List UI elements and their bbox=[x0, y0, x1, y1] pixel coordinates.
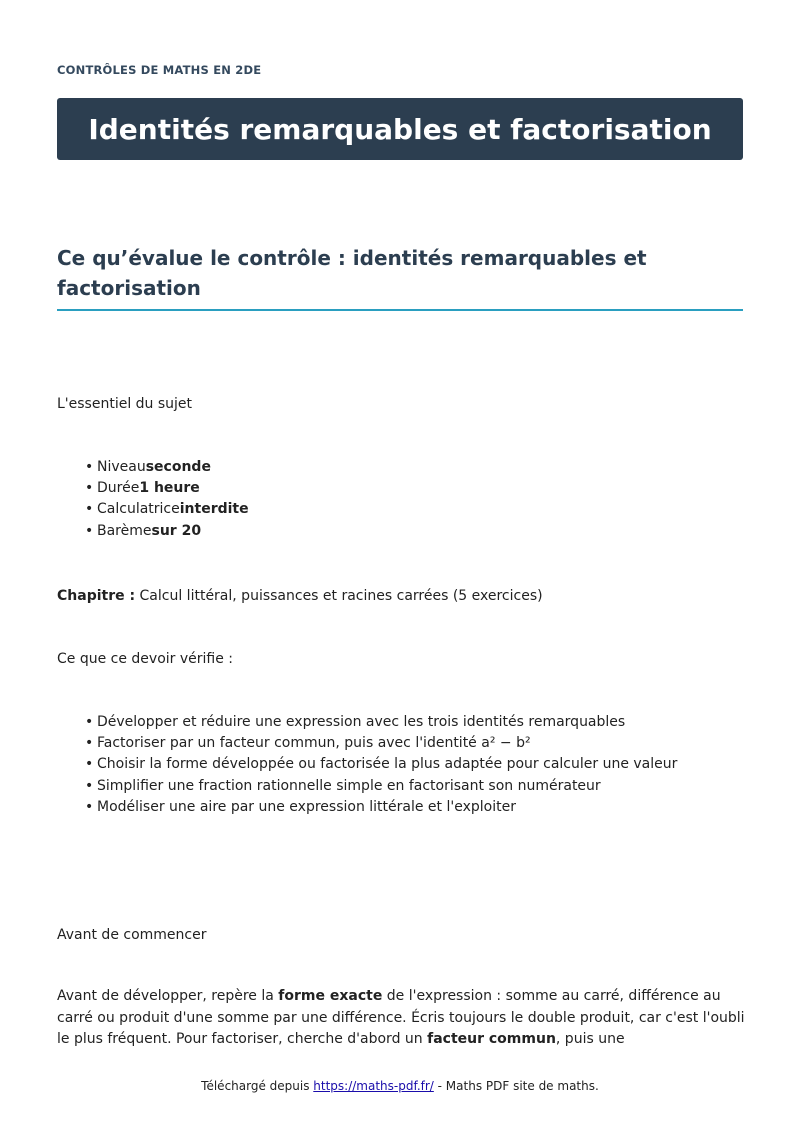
list-item: • Développer et réduire une expression avec les trois identités remarquables bbox=[87, 712, 677, 733]
section-heading: Ce qu’évalue le contrôle : identités remarquables et factorisation bbox=[57, 246, 647, 300]
title-banner bbox=[57, 98, 743, 160]
avant-label: Avant de commencer bbox=[57, 927, 207, 943]
list-item: • Calculatriceinterdite bbox=[87, 499, 249, 520]
heading-divider bbox=[57, 309, 743, 311]
verifie-list bbox=[87, 712, 677, 818]
page-title: Identités remarquables et factorisation bbox=[88, 112, 712, 146]
verifie-label: Ce que ce devoir vérifie : bbox=[57, 651, 234, 667]
footer: Téléchargé depuis https://maths-pdf.fr/ - Maths PDF site de maths. bbox=[201, 1079, 599, 1093]
avant-paragraph: Avant de développer, repère la forme exacte de l'expression : somme au carré, différence au carré ou produit d'une somme par une différence. Écris toujours le double produit, car c'est l'oubli le plus fréquent. Pour factoriser, cherche d'abord un facteur commun, puis une bbox=[57, 988, 745, 1047]
essentiel-label: L'essentiel du sujet bbox=[57, 396, 193, 412]
list-item: • Barèmesur 20 bbox=[87, 521, 249, 542]
list-item: • Modéliser une aire par une expression littérale et l'exploiter bbox=[87, 797, 677, 818]
list-item: • Choisir la forme développée ou factorisée la plus adaptée pour calculer une valeur bbox=[87, 754, 677, 775]
footer-link[interactable]: https://maths-pdf.fr/ bbox=[313, 1079, 434, 1093]
kicker-label: CONTRÔLES DE MATHS EN 2DE bbox=[57, 63, 262, 77]
list-item: • Durée1 heure bbox=[87, 478, 249, 499]
chapitre-label: Chapitre : bbox=[57, 588, 136, 604]
list-item: • Niveauseconde bbox=[87, 457, 249, 478]
list-item: • Factoriser par un facteur commun, puis avec l'identité a² − b² bbox=[87, 733, 677, 754]
essentiel-list bbox=[87, 457, 249, 542]
list-item: • Simplifier une fraction rationnelle simple en factorisant son numérateur bbox=[87, 776, 677, 797]
chapitre-text: Calcul littéral, puissances et racines carrées (5 exercices) bbox=[135, 588, 543, 604]
chapitre-line bbox=[57, 586, 543, 607]
